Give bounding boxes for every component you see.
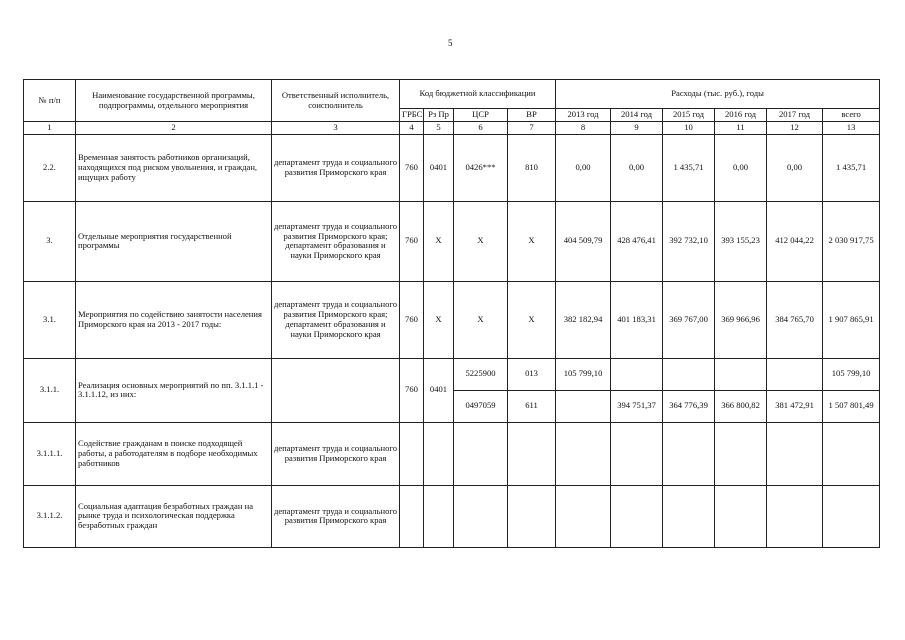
table-row [24, 281, 880, 358]
header-2015: 2015 год [663, 109, 715, 122]
row-name: Содействие гражданам в поиске подходящей работы, а работодателям в подборе необходимых работников [76, 422, 272, 485]
col-number: 2 [76, 122, 272, 135]
row-vr: X [508, 281, 556, 358]
header-2014: 2014 год [611, 109, 663, 122]
table-row [24, 134, 880, 201]
empty-cell [556, 422, 611, 485]
col-number: 7 [508, 122, 556, 135]
row-vr: 611 [508, 390, 556, 422]
col-number: 6 [454, 122, 508, 135]
row-vr: 810 [508, 134, 556, 201]
col-number: 12 [767, 122, 823, 135]
table-row [24, 201, 880, 281]
header-name: Наименование государственной программы, подпрограммы, отдельного мероприятия [76, 80, 272, 122]
empty-cell [715, 485, 767, 547]
empty-cell [508, 485, 556, 547]
header-total: всего [823, 109, 880, 122]
empty-cell [400, 485, 424, 547]
row-2016: 393 155,23 [715, 201, 767, 281]
row-rzpr: X [424, 201, 454, 281]
table-row [24, 358, 880, 390]
empty-cell [454, 485, 508, 547]
row-executor [272, 358, 400, 422]
row-2016: 366 800,82 [715, 390, 767, 422]
row-2015 [663, 358, 715, 390]
header-row-1 [24, 80, 880, 109]
row-csr: X [454, 201, 508, 281]
row-name: Отдельные мероприятия государственной программы [76, 201, 272, 281]
row-vr: 013 [508, 358, 556, 390]
row-grbs: 760 [400, 134, 424, 201]
table-row [24, 422, 880, 485]
page-number: 5 [448, 38, 453, 48]
header-code-group: Код бюджетной классификации [400, 80, 556, 109]
header-vr: ВР [508, 109, 556, 122]
row-rzpr: 0401 [424, 134, 454, 201]
table-row [24, 485, 880, 547]
empty-cell [556, 485, 611, 547]
header-csr: ЦСР [454, 109, 508, 122]
row-num: 3.1. [24, 281, 76, 358]
row-2017 [767, 358, 823, 390]
row-rzpr: X [424, 281, 454, 358]
row-2013: 404 509,79 [556, 201, 611, 281]
row-executor: департамент труда и социального развития Приморского края [272, 134, 400, 201]
row-grbs: 760 [400, 201, 424, 281]
row-csr: 0497059 [454, 390, 508, 422]
row-2017: 384 765,70 [767, 281, 823, 358]
row-total: 105 799,10 [823, 358, 880, 390]
empty-cell [663, 422, 715, 485]
row-grbs: 760 [400, 281, 424, 358]
empty-cell [454, 422, 508, 485]
empty-cell [823, 485, 880, 547]
row-total: 1 507 801,49 [823, 390, 880, 422]
header-spend-group: Расходы (тыс. руб.), годы [556, 80, 880, 109]
row-name: Реализация основных мероприятий по пп. 3.1.1.1 - 3.1.1.12, из них: [76, 358, 272, 422]
empty-cell [663, 485, 715, 547]
col-number: 10 [663, 122, 715, 135]
empty-cell [823, 422, 880, 485]
row-name: Мероприятия по содействию занятости населения Приморского края на 2013 - 2017 годы: [76, 281, 272, 358]
row-2014: 0,00 [611, 134, 663, 201]
row-2016: 0,00 [715, 134, 767, 201]
col-number: 8 [556, 122, 611, 135]
column-number-row [24, 122, 880, 135]
row-vr: X [508, 201, 556, 281]
row-total: 2 030 917,75 [823, 201, 880, 281]
row-num: 3.1.1. [24, 358, 76, 422]
empty-cell [400, 422, 424, 485]
row-2015: 364 776,39 [663, 390, 715, 422]
empty-cell [611, 485, 663, 547]
row-2015: 369 767,00 [663, 281, 715, 358]
empty-cell [611, 422, 663, 485]
row-csr: 5225900 [454, 358, 508, 390]
row-grbs: 760 [400, 358, 424, 422]
header-2016: 2016 год [715, 109, 767, 122]
row-2014: 394 751,37 [611, 390, 663, 422]
row-2015: 1 435,71 [663, 134, 715, 201]
empty-cell [767, 485, 823, 547]
empty-cell [715, 422, 767, 485]
col-number: 9 [611, 122, 663, 135]
row-executor: департамент труда и социального развития Приморского края [272, 485, 400, 547]
row-executor: департамент труда и социального развития Приморского края [272, 422, 400, 485]
row-executor: департамент труда и социального развития Приморского края; департамент образования и науки Приморского края [272, 281, 400, 358]
row-2013: 382 182,94 [556, 281, 611, 358]
row-2016: 369 966,96 [715, 281, 767, 358]
row-num: 3. [24, 201, 76, 281]
row-2015: 392 732,10 [663, 201, 715, 281]
header-2017: 2017 год [767, 109, 823, 122]
empty-cell [508, 422, 556, 485]
row-name: Временная занятость работников организаций, находящихся под риском увольнения, и граждан, ищущих работу [76, 134, 272, 201]
empty-cell [767, 422, 823, 485]
row-csr: 0426*** [454, 134, 508, 201]
row-num: 3.1.1.2. [24, 485, 76, 547]
row-2013: 105 799,10 [556, 358, 611, 390]
row-2014 [611, 358, 663, 390]
header-num: № п/п [24, 80, 76, 122]
row-rzpr: 0401 [424, 358, 454, 422]
col-number: 1 [24, 122, 76, 135]
col-number: 13 [823, 122, 880, 135]
row-total: 1 907 865,91 [823, 281, 880, 358]
header-2013: 2013 год [556, 109, 611, 122]
row-2017: 412 044,22 [767, 201, 823, 281]
col-number: 4 [400, 122, 424, 135]
row-csr: X [454, 281, 508, 358]
row-name: Социальная адаптация безработных граждан на рынке труда и психологическая поддержка безработных граждан [76, 485, 272, 547]
row-total: 1 435,71 [823, 134, 880, 201]
row-2013 [556, 390, 611, 422]
row-executor: департамент труда и социального развития Приморского края; департамент образования и науки Приморского края [272, 201, 400, 281]
row-2014: 428 476,41 [611, 201, 663, 281]
row-2016 [715, 358, 767, 390]
header-executor: Ответственный исполнитель, соисполнитель [272, 80, 400, 122]
col-number: 11 [715, 122, 767, 135]
header-rzpr: Рз Пр [424, 109, 454, 122]
row-2014: 401 183,31 [611, 281, 663, 358]
row-num: 2.2. [24, 134, 76, 201]
row-2017: 381 472,91 [767, 390, 823, 422]
header-grbs: ГРБС [400, 109, 424, 122]
row-num: 3.1.1.1. [24, 422, 76, 485]
row-2013: 0,00 [556, 134, 611, 201]
empty-cell [424, 485, 454, 547]
row-2017: 0,00 [767, 134, 823, 201]
empty-cell [424, 422, 454, 485]
budget-table [23, 79, 880, 548]
col-number: 3 [272, 122, 400, 135]
col-number: 5 [424, 122, 454, 135]
